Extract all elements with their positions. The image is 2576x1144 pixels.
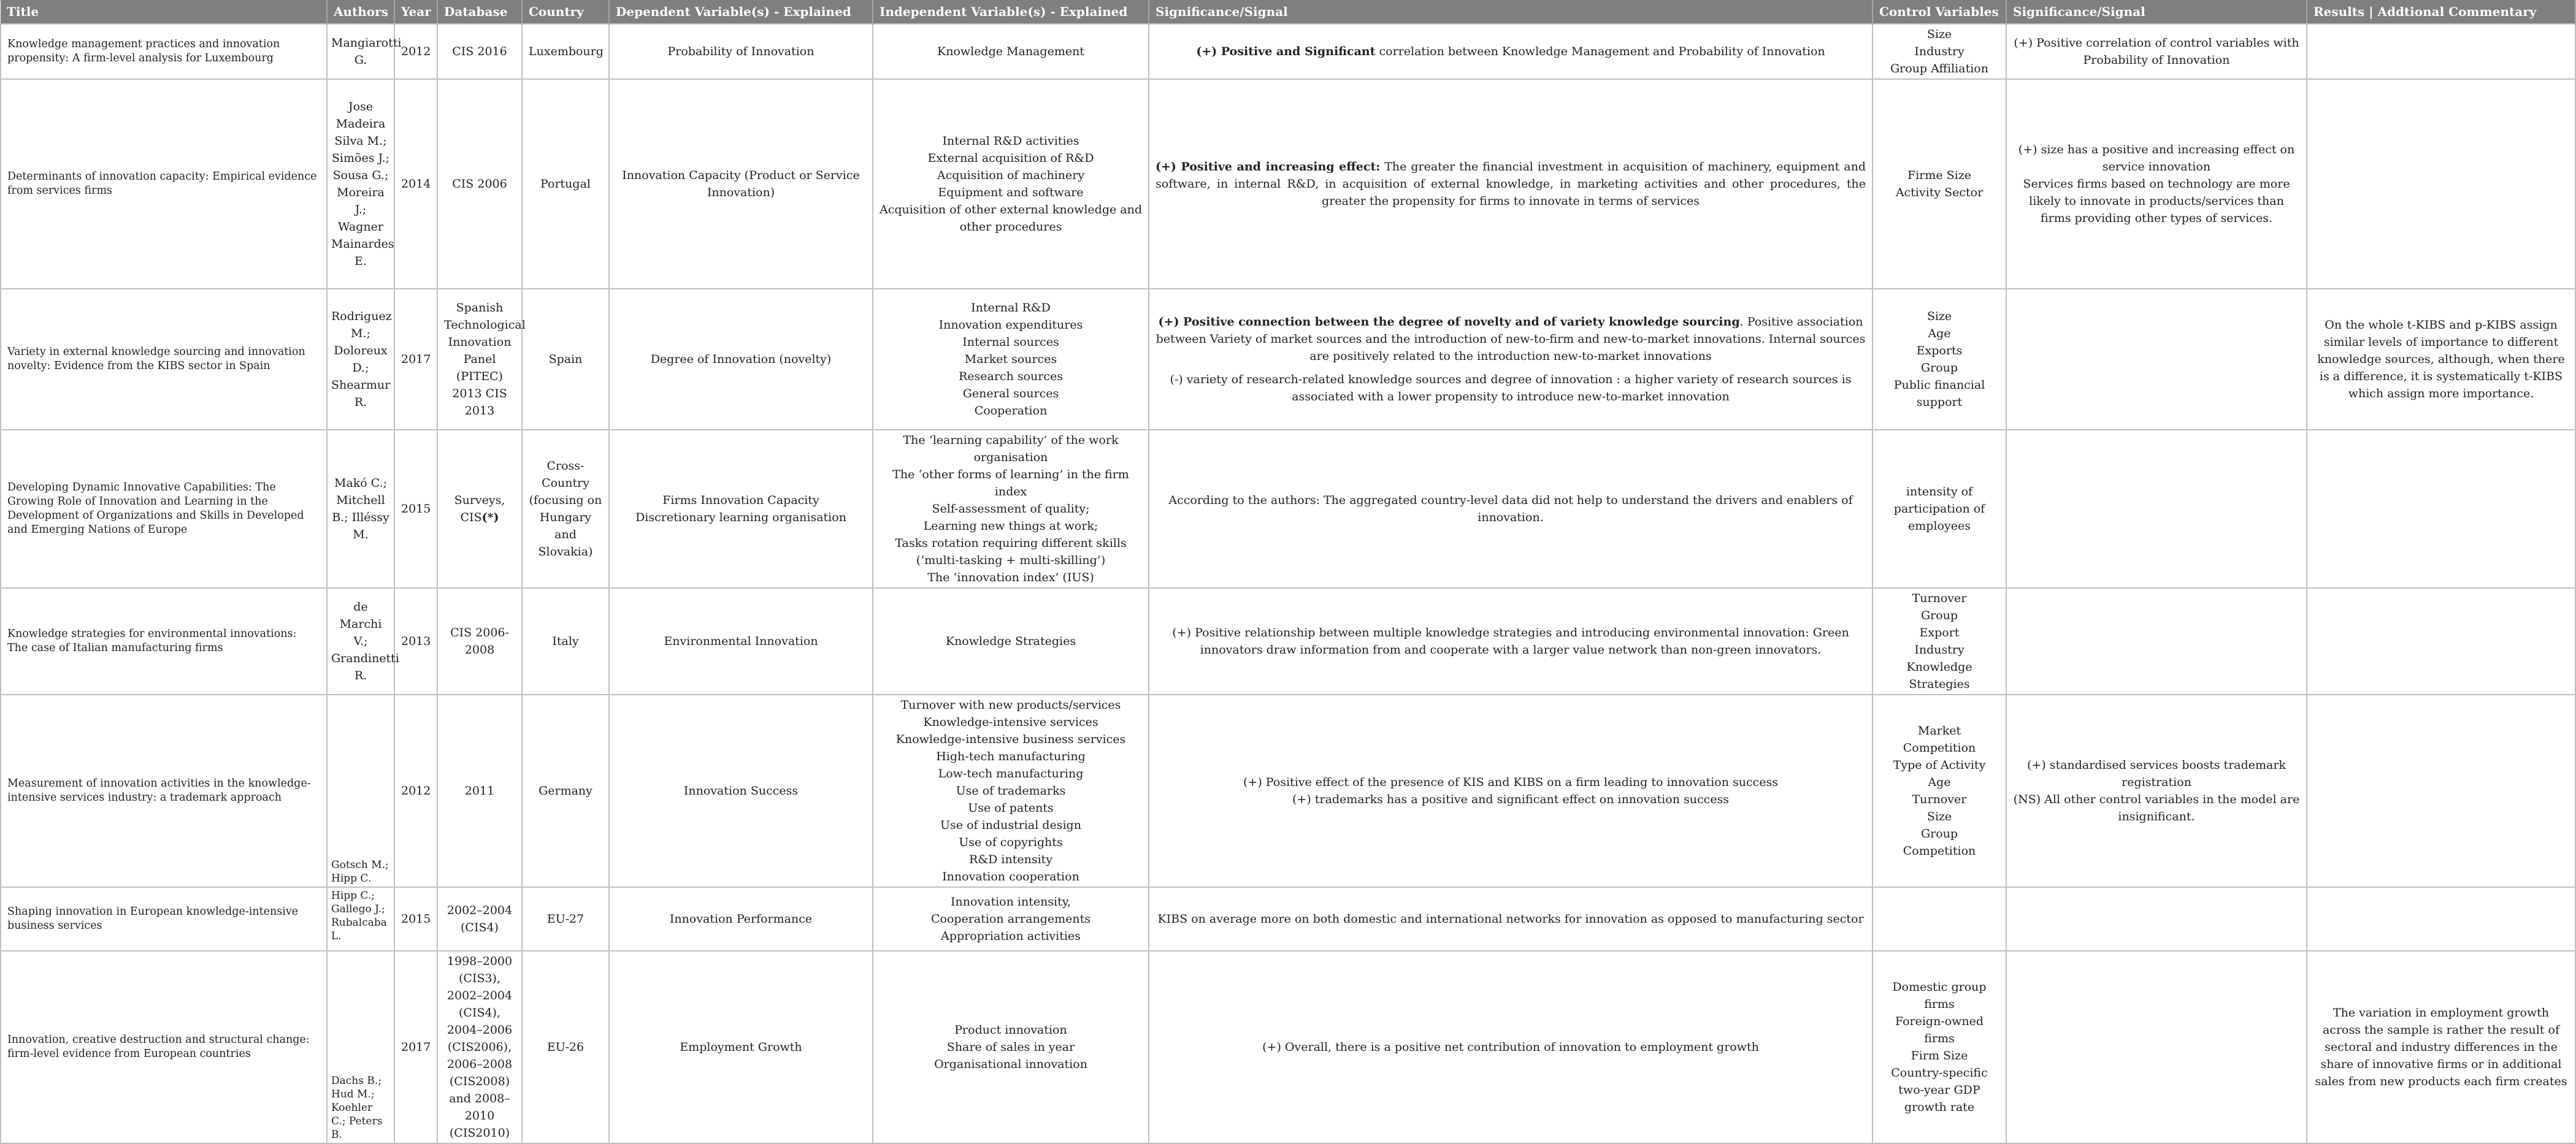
header-year[interactable]: Year [394, 0, 437, 24]
cell-authors: Mangiarotti G. [327, 24, 394, 79]
cell-signal-controls [2006, 79, 2307, 289]
control-item: intensity of participation of employees [1893, 485, 1985, 533]
header-title[interactable]: Title [1, 0, 327, 24]
independent-item: Use of trademarks [956, 784, 1066, 798]
independent-item: Product innovation [954, 1023, 1067, 1037]
independent-item: Innovation intensity, [950, 895, 1071, 909]
cell-year: 2014 [394, 79, 437, 289]
independent-item: Share of sales in year [946, 1040, 1075, 1054]
cell-independent [873, 430, 1149, 588]
cell-controls [1873, 951, 2006, 1143]
cell-authors: de Marchi V.; Grandinetti R. [327, 588, 394, 695]
control-item: Group [1920, 827, 1958, 841]
independent-item: Innovation cooperation [942, 870, 1079, 883]
independent-item: Market sources [964, 353, 1057, 366]
signal-bold: (+) Positive and increasing effect: [1156, 160, 1381, 174]
cell-database [437, 430, 522, 588]
cell-signal-controls [2006, 695, 2307, 887]
header-database[interactable]: Database [437, 0, 522, 24]
table-row [1, 887, 2575, 951]
control-item: Domestic group firms [1892, 980, 1987, 1011]
cell-independent [873, 951, 1149, 1143]
control-item: Type of Activity [1893, 758, 1986, 772]
cell-dependent: Employment Growth [609, 951, 873, 1143]
cell-signal [1149, 695, 1873, 887]
cell-controls [1873, 430, 2006, 588]
signal-text: correlation between Knowledge Management and Probability of Innovation [1375, 45, 1825, 58]
independent-item: Internal R&D [971, 301, 1051, 315]
cell-title: Knowledge management practices and innovation propensity: A firm-level analysis for Luxembourg [1, 24, 327, 79]
control-item: Knowledge Strategies [1906, 660, 1972, 691]
cell-signal-controls [2006, 588, 2307, 695]
cell-authors: Rodriguez M.; Doloreux D.; Shearmur R. [327, 289, 394, 430]
independent-item: Appropriation activities [941, 929, 1081, 943]
signal-text-2: (+) trademarks has a positive and significant effect on innovation success [1292, 793, 1729, 806]
control-item: Size [1926, 310, 1952, 323]
signal-controls-item: (+) standardised services boosts trademark registration [2027, 758, 2286, 789]
control-item: Country-specific two-year GDP growth rate [1891, 1066, 1988, 1114]
independent-item: Cooperation [974, 404, 1048, 418]
cell-country: Germany [522, 695, 609, 887]
cell-country: Luxembourg [522, 24, 609, 79]
signal-controls-item: (NS) All other control variables in the model are insignificant. [2013, 793, 2300, 823]
cell-database: CIS 2006 [437, 79, 522, 289]
cell-database: 1998–2000 (CIS3), 2002–2004 (CIS4), 2004–2006 (CIS2006), 2006–2008 (CIS2008) and 2008–2010 (CIS2010) [437, 951, 522, 1143]
signal-text: The greater the financial investment in acquisition of machinery, equipment and software, in internal R&D, in acquisition of external knowledge, in marketing activities and other procedures, the greater the propensity for firms to innovate in terms of services [1156, 160, 1866, 208]
cell-signal [1149, 588, 1873, 695]
cell-database: Spanish Technological Innovation Panel (PITEC) 2013 CIS 2013 [437, 289, 522, 430]
control-item: Age [1928, 327, 1951, 340]
independent-item: Innovation expenditures [938, 318, 1083, 332]
cell-title: Measurement of innovation activities in the knowledge-intensive services industry: a trademark approach [1, 695, 327, 887]
cell-controls [1873, 588, 2006, 695]
control-item: Competition [1903, 844, 1976, 858]
signal-bold: (+) Positive and Significant [1196, 45, 1376, 58]
header-signal-controls[interactable]: Significance/Signal [2006, 0, 2307, 24]
cell-title: Determinants of innovation capacity: Empirical evidence from services firms [1, 79, 327, 289]
signal-paragraph-2: (-) variety of research-related knowledge sources and degree of innovation : a higher variety of research sources is associated with a lower propensity to introduce new-to-market innovation [1170, 373, 1852, 403]
control-item: Market [1917, 724, 1961, 738]
table-row [1, 430, 2575, 588]
cell-country: Portugal [522, 79, 609, 289]
control-item: Export [1919, 626, 1960, 639]
signal-text: (+) Positive relationship between multiple knowledge strategies and introducing environmental innovation: Green innovators draw information from and cooperate with a larger value network than non-green innovators. [1172, 626, 1849, 657]
cell-dependent: Innovation Performance [609, 887, 873, 951]
control-item: Competition [1903, 741, 1976, 755]
independent-item: Knowledge-intensive business services [895, 733, 1126, 746]
table-row [1, 289, 2575, 430]
cell-signal-controls [2006, 887, 2307, 951]
cell-results [2307, 695, 2575, 887]
cell-title: Knowledge strategies for environmental innovations: The case of Italian manufacturing firms [1, 588, 327, 695]
cell-database: CIS 2006-2008 [437, 588, 522, 695]
cell-country: EU-27 [522, 887, 609, 951]
cell-authors: Dachs B.; Hud M.; Koehler C.; Peters B. [327, 951, 394, 1143]
table-row [1, 695, 2575, 887]
control-item: Size [1926, 810, 1952, 823]
table-row [1, 588, 2575, 695]
signal-bold: (+) Positive connection between the degree of novelty and of variety knowledge sourcing [1158, 315, 1740, 329]
independent-item: General sources [962, 387, 1059, 400]
cell-results [2307, 430, 2575, 588]
table-row [1, 24, 2575, 79]
signal-text: (+) Overall, there is a positive net contribution of innovation to employment growth [1262, 1040, 1759, 1054]
cell-title: Innovation, creative destruction and structural change: firm-level evidence from European countries [1, 951, 327, 1143]
cell-signal [1149, 951, 1873, 1143]
header-controls[interactable]: Control Variables [1873, 0, 2006, 24]
cell-dependent: Degree of Innovation (novelty) [609, 289, 873, 430]
independent-item: The ‘learning capability’ of the work organisation [903, 433, 1119, 464]
table-row [1, 951, 2575, 1143]
independent-item: Internal R&D activities [942, 134, 1079, 148]
cell-controls [1873, 887, 2006, 951]
independent-item: Self-assessment of quality; [932, 502, 1090, 516]
independent-item: Turnover with new products/services [900, 698, 1121, 712]
cell-controls [1873, 695, 2006, 887]
control-item: Group [1920, 361, 1958, 375]
independent-item: Tasks rotation requiring different skills (‘multi-tasking + multi-skilling’) [895, 536, 1127, 567]
cell-signal [1149, 430, 1873, 588]
independent-item: Internal sources [962, 335, 1059, 349]
cell-independent [873, 289, 1149, 430]
cell-dependent: Innovation Capacity (Product or Service Innovation) [609, 79, 873, 289]
cell-country: Italy [522, 588, 609, 695]
header-country[interactable]: Country [522, 0, 609, 24]
cell-dependent [609, 430, 873, 588]
dependent-item: Firms Innovation Capacity [662, 494, 819, 507]
independent-item: Research sources [958, 370, 1064, 383]
cell-database: CIS 2016 [437, 24, 522, 79]
cell-signal-controls: (+) Positive correlation of control variables with Probability of Innovation [2006, 24, 2307, 79]
independent-item: Use of copyrights [959, 836, 1063, 849]
control-item: Foreign-owned firms [1895, 1015, 1984, 1045]
signal-controls-item: Services firms based on technology are more likely to innovate in products/services than firms providing other types of services. [2023, 177, 2290, 225]
independent-item: R&D intensity [968, 853, 1053, 866]
control-item: Group [1920, 609, 1958, 622]
cell-year: 2017 [394, 289, 437, 430]
cell-controls [1873, 79, 2006, 289]
header-row [1, 0, 2575, 24]
independent-item: Low-tech manufacturing [938, 767, 1084, 780]
independent-item: Knowledge-intensive services [923, 715, 1098, 729]
independent-item: Use of patents [968, 801, 1054, 815]
cell-independent [873, 695, 1149, 887]
control-item: Industry [1914, 45, 1965, 58]
cell-controls [1873, 24, 2006, 79]
cell-title: Developing Dynamic Innovative Capabilities: The Growing Role of Innovation and Learning in the Development of Organizations and Skills in Developed and Emerging Nations of Europe [1, 430, 327, 588]
independent-item: Organisational innovation [934, 1058, 1087, 1071]
control-item: Activity Sector [1895, 186, 1984, 199]
cell-independent [873, 79, 1149, 289]
database-text: Surveys, CIS [454, 494, 505, 524]
cell-signal-controls [2006, 289, 2307, 430]
signal-text: . Positive association between Variety of market sources and the introduction of new-to-firm and new-to-market innovations. Internal sources are positively related to the introduction new-to-market innovations [1156, 315, 1866, 363]
cell-authors: Jose Madeira Silva M.; Simões J.; Sousa G.; Moreira J.; Wagner Mainardes E. [327, 79, 394, 289]
control-item: Group Affiliation [1890, 62, 1988, 75]
cell-authors: Hipp C.; Gallego J.; Rubalcaba L. [327, 887, 394, 951]
cell-dependent: Probability of Innovation [609, 24, 873, 79]
cell-signal [1149, 24, 1873, 79]
independent-item: The ‘other forms of learning’ in the firm index [892, 468, 1129, 498]
cell-year: 2012 [394, 695, 437, 887]
cell-database: 2002–2004 (CIS4) [437, 887, 522, 951]
header-dependent[interactable]: Dependent Variable(s) - Explained [609, 0, 873, 24]
cell-results [2307, 79, 2575, 289]
cell-independent [873, 887, 1149, 951]
cell-year: 2015 [394, 430, 437, 588]
cell-independent: Knowledge Strategies [873, 588, 1149, 695]
cell-year: 2017 [394, 951, 437, 1143]
header-results[interactable]: Results | Addtional Commentary [2307, 0, 2575, 24]
independent-item: External acquisition of R&D [927, 151, 1094, 165]
table-row [1, 79, 2575, 289]
cell-results [2307, 24, 2575, 79]
independent-item: The ‘innovation index’ (IUS) [927, 571, 1094, 584]
cell-authors: Gotsch M.; Hipp C. [327, 695, 394, 887]
signal-paragraph [1156, 313, 1866, 365]
cell-signal [1149, 79, 1873, 289]
independent-item: Use of industrial design [940, 818, 1081, 832]
signal-text: According to the authors: The aggregated country-level data did not help to understand the drivers and enablers of innovation. [1168, 494, 1853, 524]
control-item: Firme Size [1907, 169, 1971, 182]
cell-title: Shaping innovation in European knowledge-intensive business services [1, 887, 327, 951]
control-item: Turnover [1912, 592, 1967, 605]
cell-country: Spain [522, 289, 609, 430]
independent-item: Acquisition of machinery [937, 169, 1085, 182]
signal-text: (+) Positive effect of the presence of KIS and KIBS on a firm leading to innovation success [1243, 776, 1778, 789]
header-signal[interactable]: Significance/Signal [1149, 0, 1873, 24]
cell-controls [1873, 289, 2006, 430]
cell-dependent: Innovation Success [609, 695, 873, 887]
cell-results: On the whole t-KIBS and p-KIBS assign similar levels of importance to different knowledge sources, although, when there is a difference, it is systematically t-KIBS which assign more importance. [2307, 289, 2575, 430]
cell-signal [1149, 289, 1873, 430]
cell-title: Variety in external knowledge sourcing and innovation novelty: Evidence from the KIBS sector in Spain [1, 289, 327, 430]
cell-signal [1149, 887, 1873, 951]
cell-results [2307, 588, 2575, 695]
control-item: Exports [1916, 344, 1963, 357]
cell-year: 2015 [394, 887, 437, 951]
independent-item: Acquisition of other external knowledge and other procedures [880, 203, 1142, 234]
dependent-item: Discretionary learning organisation [635, 511, 846, 524]
cell-country: EU-26 [522, 951, 609, 1143]
cell-signal-controls [2006, 430, 2307, 588]
cell-signal-controls [2006, 951, 2307, 1143]
control-item: Age [1928, 776, 1951, 789]
control-item: Public financial support [1893, 378, 1985, 409]
control-item: Turnover [1912, 793, 1967, 806]
cell-country: Cross-Country (focusing on Hungary and Slovakia) [522, 430, 609, 588]
header-authors[interactable]: Authors [327, 0, 394, 24]
cell-results: The variation in employment growth across the sample is rather the result of sectoral and industry differences in the share of innovative firms or in additional sales from new products each firm creates [2307, 951, 2575, 1143]
cell-database: 2011 [437, 695, 522, 887]
independent-item: High-tech manufacturing [936, 750, 1086, 763]
cell-authors: Makó C.; Mitchell B.; Illéssy M. [327, 430, 394, 588]
independent-item: Cooperation arrangements [930, 912, 1091, 926]
signal-controls-item: (+) size has a positive and increasing effect on service innovation [2018, 143, 2295, 174]
signal-text: KIBS on average more on both domestic and international networks for innovation as opposed to manufacturing sector [1157, 912, 1864, 926]
cell-dependent: Environmental Innovation [609, 588, 873, 695]
control-item: Size [1926, 28, 1952, 41]
header-independent[interactable]: Independent Variable(s) - Explained [873, 0, 1149, 24]
control-item: Industry [1914, 643, 1965, 657]
cell-year: 2013 [394, 588, 437, 695]
database-footnote-mark: (*) [481, 511, 499, 524]
cell-year: 2012 [394, 24, 437, 79]
independent-item: Equipment and software [938, 186, 1084, 199]
cell-results [2307, 887, 2575, 951]
independent-item: Learning new things at work; [923, 519, 1098, 533]
control-item: Firm Size [1911, 1049, 1968, 1062]
cell-independent: Knowledge Management [873, 24, 1149, 79]
